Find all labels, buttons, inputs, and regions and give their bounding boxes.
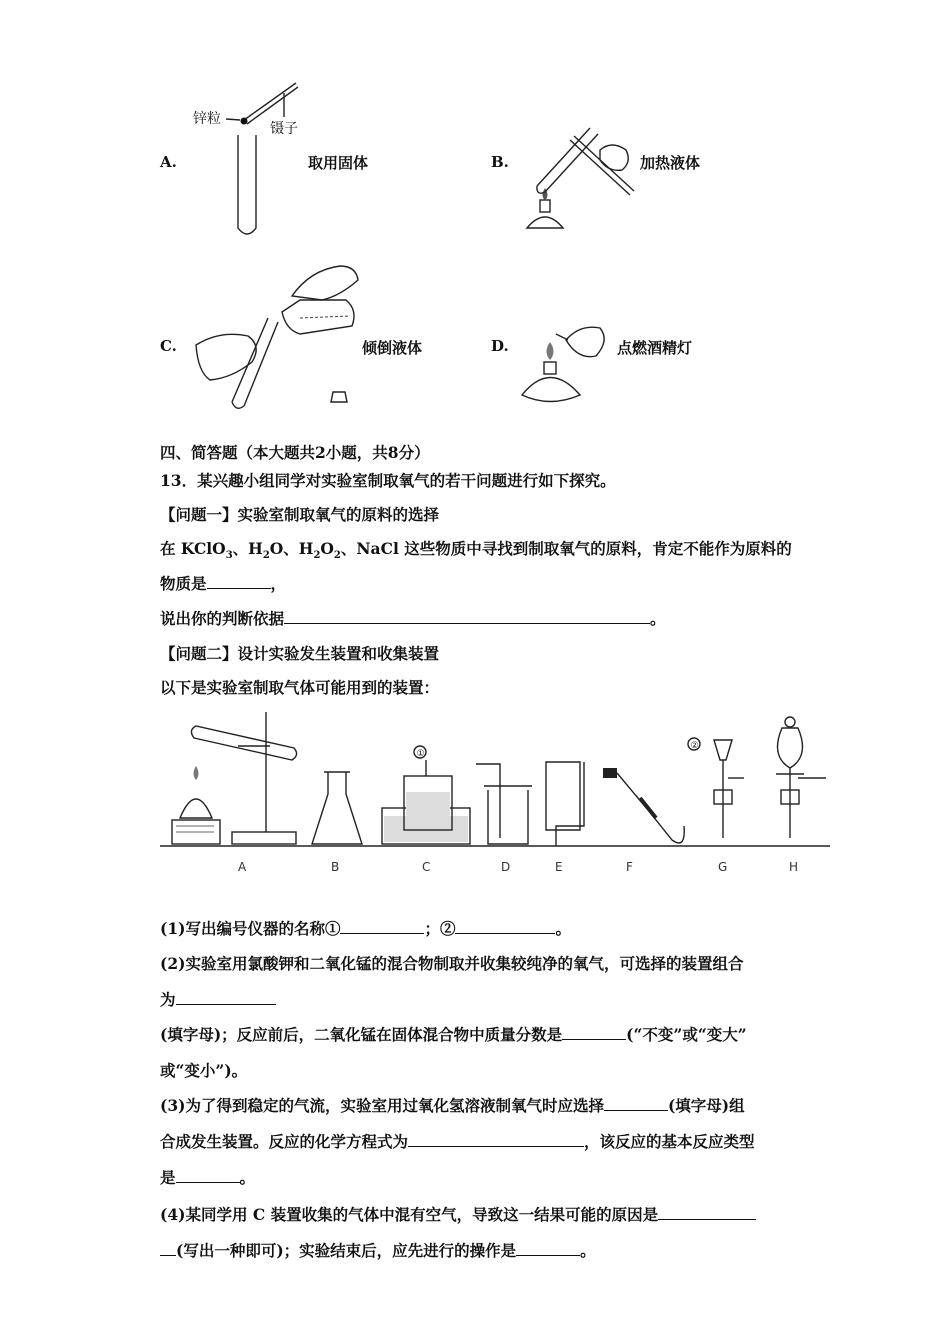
zinc-label: 锌粒 [193,111,221,127]
apparatus-h-icon [776,717,826,838]
option-a-caption: 取用固体 [308,154,369,172]
p1-text-a: 在 KClO [160,539,226,558]
q3-line1 [160,1094,745,1116]
answer-blank[interactable] [176,1168,240,1183]
problem2-title: 【问题二】设计实验发生装置和收集装置 [160,644,440,663]
apparatus-label-b: B [331,860,340,874]
p1-line3-end: 。 [650,609,666,628]
q2-line2 [160,988,276,1010]
answer-blank[interactable] [408,1132,584,1147]
q1-line [160,917,571,939]
option-d-letter: D. [491,337,509,355]
q2-line3-text-a: (填字母)；反应前后，二氧化锰在固体混合物中质量分数是 [160,1025,563,1044]
answer-blank[interactable] [455,919,555,934]
apparatus-label-d: D [501,860,511,874]
q3-line2-text-a: 合成发生装置。反应的化学方程式为 [160,1132,409,1151]
option-a-letter: A. [160,153,177,171]
apparatus-label-e: E [555,860,563,874]
p2-intro: 以下是实验室制取气体可能用到的装置： [160,678,440,697]
p1-sub: 3 [225,550,233,562]
answer-blank[interactable] [516,1241,580,1256]
q3-line3 [160,1166,255,1188]
q4-line2-text-a: (写出一种即可)；实验结束后，应先进行的操作是 [176,1241,517,1260]
apparatus-c-icon [382,746,470,844]
q3-line1-text-a: (3)为了得到稳定的气流，实验室用过氧化氢溶液制氧气时应选择 [160,1096,604,1115]
apparatus-d-icon [476,764,532,844]
apparatus-f-icon [603,768,684,843]
q1-text-a: (1)写出编号仪器的名称① [160,919,341,938]
q4-line1-text: (4)某同学用 C 装置收集的气体中混有空气，导致这一结果可能的原因是 [160,1205,659,1224]
option-c-letter: C. [160,337,177,355]
p1-text: 、H [232,539,263,558]
option-b-letter: B. [491,153,509,171]
p1-text: 、NaCl 这些物质中寻找到制取氧气的原料，肯定不能作为原料的 [340,539,792,558]
answer-blank[interactable] [340,919,424,934]
option-d-caption: 点燃酒精灯 [617,339,693,357]
p1-line3-text: 说出你的判断依据 [160,609,285,628]
problem1-title: 【问题一】实验室制取氧气的原料的选择 [160,505,440,524]
section-title: 四、简答题（本大题共2小题，共8分） [160,443,430,462]
apparatus-label-a: A [238,860,247,874]
marker-two: ② [690,741,699,751]
apparatus-label-c: C [422,860,431,874]
apparatus-label-h: H [789,860,799,874]
apparatus-g-icon [688,738,744,838]
p1-text: O、H [269,539,314,558]
option-b-caption: 加热液体 [640,154,701,172]
apparatus-b-icon [312,772,362,844]
q3-line3-text-a: 是 [160,1168,176,1187]
q2-line3-text-b: (“不变”或“变大” [626,1025,747,1044]
apparatus-a-icon [172,712,297,844]
q1-text-b: ；② [424,919,456,938]
p1-sub: 2 [262,550,270,562]
q3-line3-text-b: 。 [239,1168,256,1187]
apparatus-label-f: F [626,860,633,874]
p1-text: O [320,539,334,558]
marker-one: ① [416,749,425,759]
q4-line2-text-b: 。 [580,1241,596,1260]
q4-line1 [160,1203,756,1225]
p1-line2-end: ， [270,574,287,593]
p1-line2-text: 物质是 [160,574,207,593]
p1-sub: 2 [313,550,321,562]
q4-line2 [160,1239,596,1261]
answer-blank[interactable] [562,1025,626,1040]
answer-blank[interactable] [160,1241,176,1256]
answer-blank[interactable] [604,1096,668,1111]
q13-intro: 13．某兴趣小组同学对实验室制取氧气的若干问题进行如下探究。 [160,471,616,490]
q2-line4: 或“变小”)。 [160,1061,248,1080]
q2-line2-text: 为 [160,990,176,1009]
q3-line1-text-b: (填字母)组 [667,1096,745,1115]
q2-line3 [160,1023,747,1045]
q3-line2 [160,1130,755,1152]
option-c-caption: 倾倒液体 [362,339,423,357]
p1-sub: 2 [333,550,341,562]
tweezers-label: 镊子 [270,121,298,137]
answer-blank[interactable] [176,990,276,1005]
apparatus-label-g: G [718,860,728,874]
q2-line1: (2)实验室用氯酸钾和二氧化锰的混合物制取并收集较纯净的氧气，可选择的装置组合 [160,954,744,973]
q3-line2-text-b: ，该反应的基本反应类型 [584,1132,755,1151]
q1-text-c: 。 [555,919,571,938]
answer-blank[interactable] [658,1205,756,1220]
apparatus-e-icon [546,762,584,846]
